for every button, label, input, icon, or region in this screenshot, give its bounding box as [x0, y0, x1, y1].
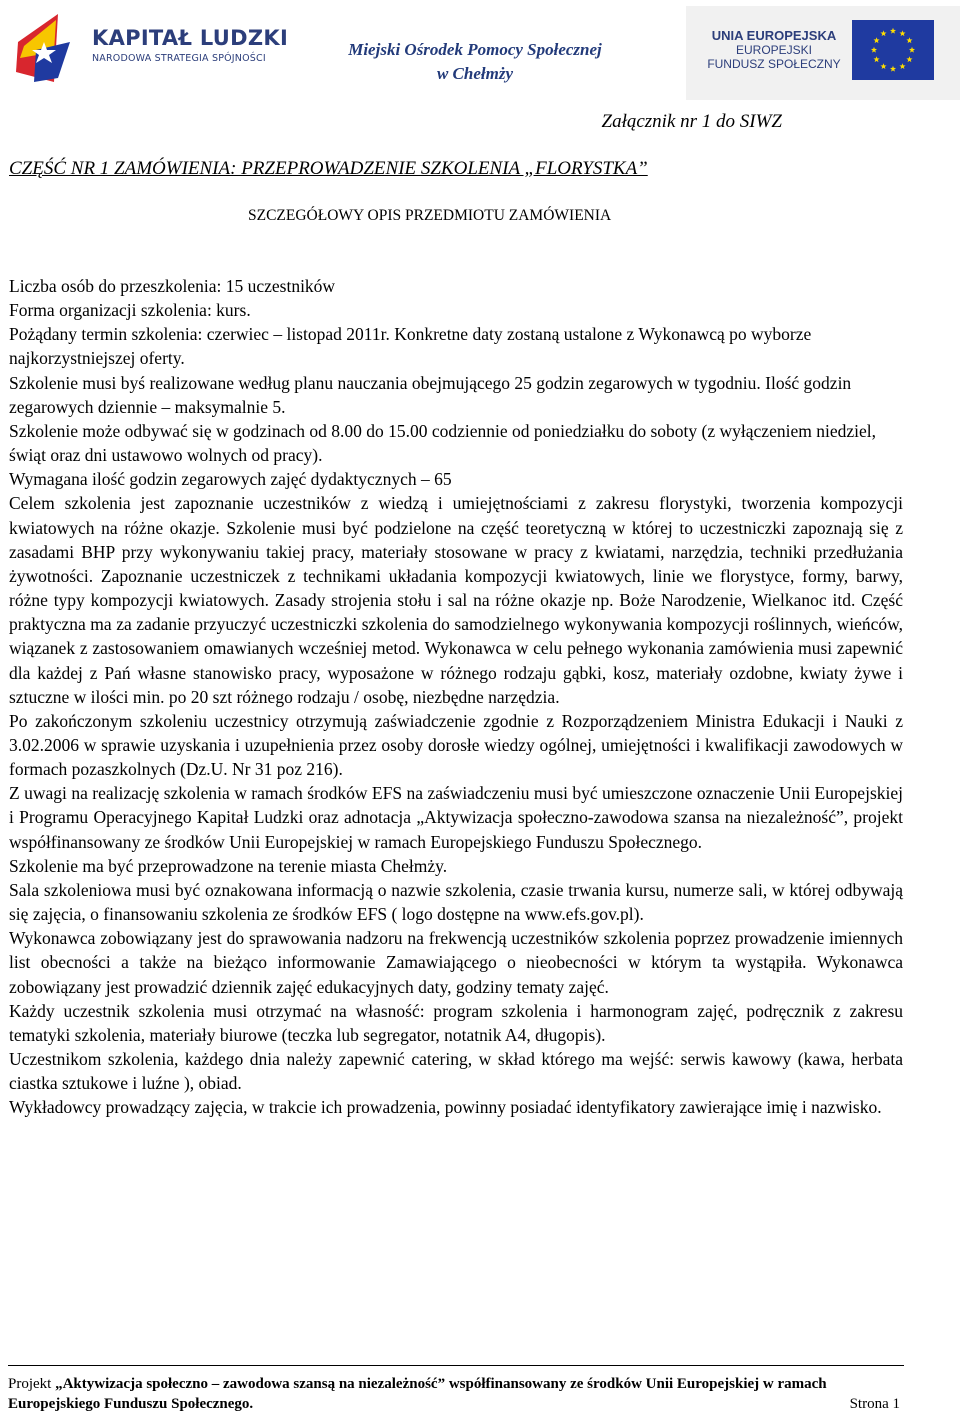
footer-project-title: „Aktywizacja społeczno – zawodowa szansą na niezależność” współfinansowany ze środków Unii Europejskiej w ramach Europejskiego Funduszu Społecznego.: [8, 1376, 827, 1412]
paragraph: Forma organizacji szkolenia: kurs.: [9, 300, 251, 321]
kapital-ludzki-subtitle: NARODOWA STRATEGIA SPÓJNOŚCI: [92, 53, 266, 64]
institution-name: [300, 38, 650, 86]
paragraph: Z uwagi na realizację szkolenia w ramach środków EFS na zaświadczeniu musi być umieszczone oznaczenie Unii Europejskiej i Programu Operacyjnego Kapitał Ludzki oraz adnotacja „Aktywizacja społeczno-zawodowa szansa na niezależność”, projekt współfinansowany ze środków Unii Europejskiej w ramach Europejskiego Funduszu Społecznego.: [9, 783, 903, 852]
kapital-ludzki-title: KAPITAŁ LUDZKI: [92, 26, 289, 50]
kapital-ludzki-emblem-icon: [14, 12, 76, 84]
document-body: [9, 274, 903, 1119]
paragraph: Wykładowcy prowadzący zajęcia, w trakcie ich prowadzenia, powinny posiadać identyfikatory zawierające imię i nazwisko.: [9, 1097, 882, 1118]
paragraph: Wykonawca zobowiązany jest do sprawowania nadzoru na frekwencją uczestników szkolenia poprzez prowadzenie imiennych list obecności a także na bieżąco informowanie Zamawiającego o nieobecności w którym ta wystąpiła. Wykonawca zobowiązany jest prowadzić dziennik zajęć edukacyjnych daty, godziny tematy zajęć.: [9, 928, 903, 997]
paragraph: Szkolenie ma być przeprowadzone na terenie miasta Chełmży.: [9, 855, 448, 876]
annex-label: Załącznik nr 1 do SIWZ: [601, 111, 782, 132]
paragraph: Szkolenie może odbywać się w godzinach od 8.00 do 15.00 codziennie od poniedziałku do soboty (z wyłączeniem niedziel, świąt oraz dni ustawowo wolnych od pracy).: [9, 420, 876, 466]
page-footer: [8, 1374, 900, 1414]
page-header: [0, 0, 960, 100]
eu-line-3: FUNDUSZ SPOŁECZNY: [707, 57, 841, 71]
paragraph: Pożądany termin szkolenia: czerwiec – listopad 2011r. Konkretne daty zostaną ustalone z Wykonawcą po wyborze najkorzystniejszej oferty.: [9, 324, 812, 369]
kapital-ludzki-logo: [14, 12, 289, 88]
paragraph: Liczba osób do przeszkolenia: 15 uczestników: [9, 276, 336, 296]
eu-logo-text: [704, 28, 844, 71]
paragraph: Uczestnikom szkolenia, każdego dnia należy zapewnić catering, w skład którego ma wejść: serwis kawowy (kawa, herbata ciastka sztukowe i luźne ), obiad.: [9, 1049, 903, 1094]
part-title: CZĘŚĆ NR 1 ZAMÓWIENIA: PRZEPROWADZENIE SZKOLENIA „FLORYSTKA”: [9, 158, 648, 179]
paragraph: Wymagana ilość godzin zegarowych zajęć dydaktycznych – 65: [9, 469, 452, 490]
page-number: Strona 1: [849, 1396, 900, 1412]
paragraph: Każdy uczestnik szkolenia musi otrzymać na własność: program szkolenia i harmonogram zajęć, podręcznik z zakresu tematyki szkolenia, materiały biurowe (teczka lub segregator, notatnik A4, długopis).: [9, 1000, 903, 1045]
paragraph: Po zakończonym szkoleniu uczestnicy otrzymują zaświadczenie zgodnie z Rozporządzeniem Ministra Edukacji i Nauki z 3.02.2006 w sprawie uzyskania i uzupełnienia przez osoby dorosłe wiedzy ogólnej, umiejętności i kwalifikacji zawodowych w formach pozaszkolnych (Dz.U. Nr 31 poz 216).: [9, 710, 903, 780]
institution-line-2: w Chełmży: [436, 64, 514, 83]
institution-line-1: Miejski Ośrodek Pomocy Społecznej: [348, 40, 602, 59]
paragraph: Sala szkoleniowa musi być oznakowana informacją o nazwie szkolenia, czasie trwania kursu, numerze sali, w której odbywają się zajęcia, o finansowaniu szkolenia ze środków EFS ( logo dostępne na www.efs.gov.pl).: [9, 879, 903, 925]
eu-flag-icon: [852, 20, 934, 80]
footer-prefix: Projekt: [8, 1376, 56, 1392]
eu-line-2: EUROPEJSKI: [735, 43, 813, 57]
footer-project-note: [8, 1374, 900, 1414]
document-subtitle: SZCZEGÓŁOWY OPIS PRZEDMIOTU ZAMÓWIENIA: [248, 207, 612, 224]
eu-line-1: UNIA EUROPEJSKA: [711, 28, 837, 43]
footer-divider: [8, 1365, 904, 1366]
paragraph: Szkolenie musi byś realizowane według planu nauczania obejmującego 25 godzin zegarowych w tygodniu. Ilość godzin zegarowych dziennie – maksymalnie 5.: [9, 372, 852, 417]
paragraph: Celem szkolenia jest zapoznanie uczestników z wiedzą i umiejętnościami z zakresu florystyki, tworzenia kompozycji kwiatowych na różne okazje. Szkolenie musi być podzielone na część teoretyczną w której to uczestniczki zapoznają się z zasadami BHP przy wykonywaniu takiej pracy, materiały stosowane w pracy z kwiatami, narzędzia, techniki przedłużania żywotności. Zapoznanie uczestniczek z technikami układania kompozycji kwiatowych, linie we florystyce, formy, barwy, różne typy kompozycji kwiatowych. Zasady strojenia stołu i sal na różne okazje np. Boże Narodzenie, Wielkanoc itd. Część praktyczna ma za zadanie przyuczyć uczestniczki szkolenia do samodzielnego wykonywania kompozycji roślinnych, wieńców, wiązanek z zastosowaniem omawianych wcześniej metod. Wykonawca w celu pełnego wykonania zamówienia musi zapewnić dla każdej z Pań własne stanowisko pracy, wyposażone w różnego rodzaju gąbki, kosz, materiały ozdobne, kwiaty żywe i sztuczne w ilości min. po 20 szt różnego rodzaju / osobę, niezbędne narzędzia.: [9, 493, 903, 707]
